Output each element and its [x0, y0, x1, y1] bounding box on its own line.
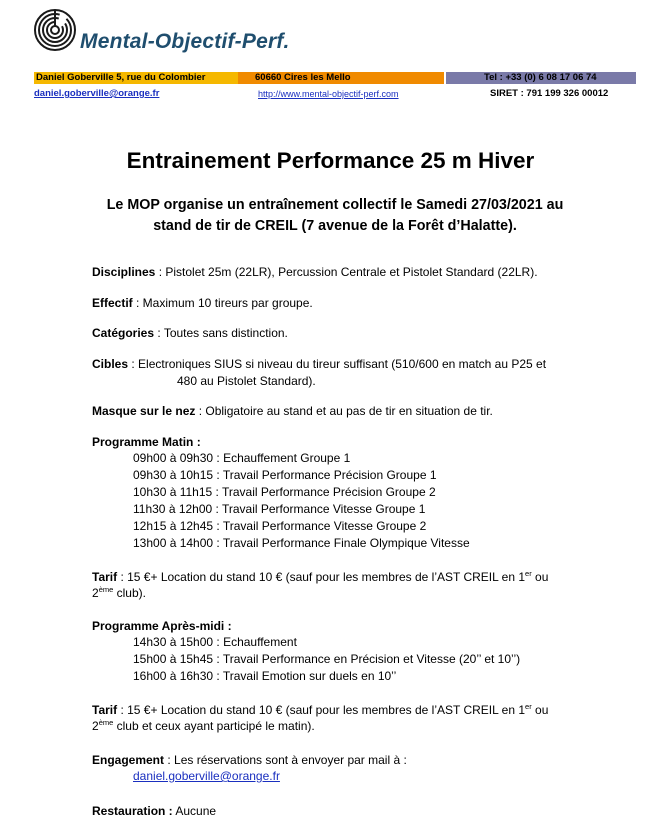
- engagement-label: Engagement: [92, 753, 165, 767]
- intro-line-2: stand de tir de CREIL (7 avenue de la Forêt d’Halatte).: [153, 218, 517, 234]
- header-website-link[interactable]: http://www.mental-objectif-perf.com: [258, 89, 399, 99]
- effectif-paragraph: [92, 295, 582, 311]
- categories-text: : Toutes sans distinction.: [154, 326, 288, 340]
- brand-name: Mental-Objectif-Perf.: [80, 30, 290, 53]
- intro-paragraph: [90, 195, 580, 237]
- masque-paragraph: [92, 403, 582, 419]
- disciplines-text: : Pistolet 25m (22LR), Percussion Centrale et Pistolet Standard (22LR).: [155, 265, 538, 279]
- programme-apres-midi-label: Programme Après-midi :: [92, 619, 232, 633]
- disciplines-label: Disciplines: [92, 265, 156, 279]
- am-item: 14h30 à 15h00 : Echauffement: [133, 635, 297, 649]
- effectif-label: Effectif: [92, 296, 133, 310]
- engagement-text: : Les réservations sont à envoyer par mail à :: [164, 753, 407, 767]
- programme-matin-heading: [92, 434, 582, 450]
- tarif-text: ou: [531, 570, 549, 584]
- am-item: 15h00 à 15h45 : Travail Performance en Précision et Vitesse (20’’ et 10’’): [133, 652, 521, 666]
- header-phone: Tel : +33 (0) 6 08 17 06 74: [446, 72, 636, 84]
- header-address: Daniel Goberville 5, rue du Colombier: [34, 72, 238, 84]
- cibles-text: : Electroniques SIUS si niveau du tireur suffisant (510/600 en match au P25 et: [128, 357, 547, 371]
- tarif-text: club).: [113, 586, 146, 600]
- tarif-text: 2: [92, 586, 99, 600]
- tarif-text: 2: [92, 719, 99, 733]
- matin-item: 09h30 à 10h15 : Travail Performance Précision Groupe 1: [133, 468, 437, 482]
- cibles-text-line-2: 480 au Pistolet Standard).: [177, 374, 316, 388]
- page-title: Entrainement Performance 25 m Hiver: [126, 148, 535, 173]
- effectif-text: : Maximum 10 tireurs par groupe.: [132, 296, 313, 310]
- labyrinth-logo-icon: [34, 9, 76, 51]
- matin-item: 11h30 à 12h00 : Travail Performance Vitesse Groupe 1: [133, 502, 426, 516]
- tarif-superscript: ème: [98, 718, 114, 727]
- masque-text: : Obligatoire au stand et au pas de tir en situation de tir.: [195, 404, 493, 418]
- engagement-paragraph: [92, 752, 582, 768]
- tarif-text: : 15 €+ Location du stand 10 € (sauf pour les membres de l’AST CREIL en 1: [117, 570, 526, 584]
- header-email-link[interactable]: daniel.goberville@orange.fr: [34, 88, 160, 99]
- restauration-label: Restauration :: [92, 804, 173, 818]
- am-item: 16h00 à 16h30 : Travail Emotion sur duels en 10’’: [133, 669, 397, 683]
- tarif-text: ou: [531, 703, 549, 717]
- matin-item: 09h00 à 09h30 : Echauffement Groupe 1: [133, 451, 351, 465]
- restauration-paragraph: [92, 803, 582, 819]
- header-city: 60660 Cires les Mello: [238, 72, 444, 84]
- restauration-text: Aucune: [172, 804, 217, 818]
- intro-line-1: Le MOP organise un entraînement collectif le Samedi 27/03/2021 au: [106, 197, 564, 213]
- tarif-matin-paragraph: [92, 569, 582, 601]
- tarif-superscript: ème: [98, 585, 114, 594]
- cibles-label: Cibles: [92, 357, 129, 371]
- programme-matin-label: Programme Matin :: [92, 435, 201, 449]
- programme-apres-midi-heading: [92, 618, 582, 634]
- tarif-superscript: er: [525, 569, 532, 578]
- tarif-label: Tarif: [92, 703, 118, 717]
- masque-label: Masque sur le nez: [92, 404, 196, 418]
- matin-item: 13h00 à 14h00 : Travail Performance Finale Olympique Vitesse: [133, 536, 470, 550]
- disciplines-paragraph: [92, 264, 582, 280]
- header-siret: SIRET : 791 199 326 00012: [490, 88, 609, 99]
- matin-item: 12h15 à 12h45 : Travail Performance Vitesse Groupe 2: [133, 519, 427, 533]
- matin-item: 10h30 à 11h15 : Travail Performance Précision Groupe 2: [133, 485, 436, 499]
- categories-paragraph: [92, 325, 582, 341]
- tarif-apres-midi-paragraph: [92, 702, 582, 734]
- engagement-email-link[interactable]: daniel.goberville@orange.fr: [133, 769, 280, 783]
- categories-label: Catégories: [92, 326, 155, 340]
- tarif-text: club et ceux ayant participé le matin).: [113, 719, 315, 733]
- tarif-label: Tarif: [92, 570, 118, 584]
- tarif-superscript: er: [525, 702, 532, 711]
- cibles-paragraph: [92, 356, 582, 372]
- tarif-text: : 15 €+ Location du stand 10 € (sauf pour les membres de l’AST CREIL en 1: [117, 703, 526, 717]
